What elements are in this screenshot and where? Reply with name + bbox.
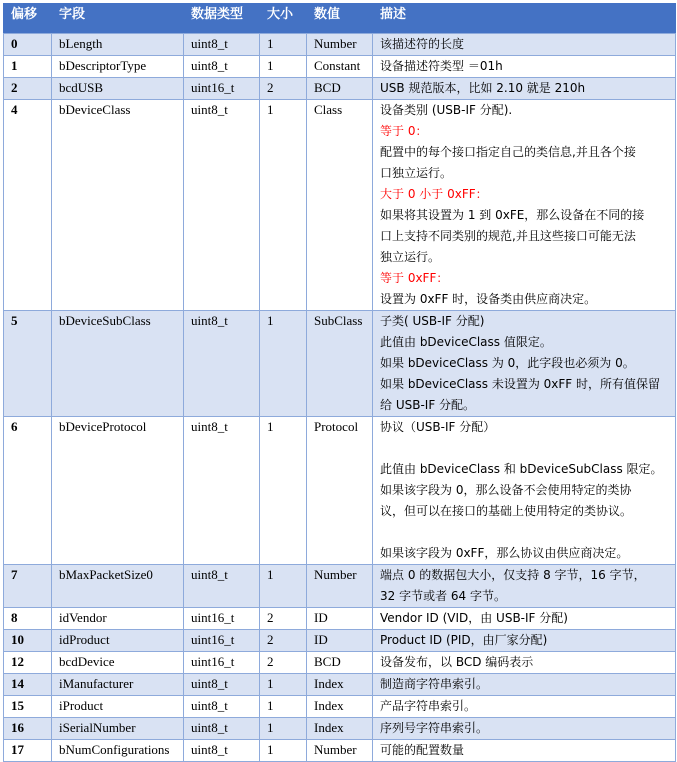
description-line: 该描述符的长度 (380, 37, 465, 51)
description-line: 设备发布，以 BCD 编码表示 (380, 655, 534, 669)
header-size: 大小 (260, 4, 307, 34)
header-row (4, 4, 676, 34)
header-data-type: 数据类型 (184, 4, 260, 34)
size-cell: 1 (260, 718, 307, 740)
size-cell: 1 (260, 565, 307, 608)
usb-device-descriptor-table (3, 3, 676, 762)
data-type-cell: uint8_t (184, 718, 260, 740)
offset-cell: 6 (4, 417, 52, 565)
data-type-cell: uint8_t (184, 674, 260, 696)
data-type-cell: uint8_t (184, 100, 260, 311)
header-offset: 偏移 (4, 4, 52, 34)
description-line (380, 522, 668, 543)
value-cell: Number (307, 34, 373, 56)
size-cell: 1 (260, 56, 307, 78)
table-row (4, 34, 676, 56)
offset-cell: 7 (4, 565, 52, 608)
description-line: 制造商字符串索引。 (380, 677, 489, 691)
description-line: 如果该字段为 0，那么设备不会使用特定的类协 (380, 483, 632, 497)
data-type-cell: uint8_t (184, 311, 260, 417)
offset-cell: 16 (4, 718, 52, 740)
field-cell: iProduct (52, 696, 184, 718)
value-cell: ID (307, 608, 373, 630)
field-cell: idVendor (52, 608, 184, 630)
field-cell: bDescriptorType (52, 56, 184, 78)
table-row (4, 78, 676, 100)
size-cell: 1 (260, 417, 307, 565)
field-cell: bNumConfigurations (52, 740, 184, 762)
description-cell (373, 674, 676, 696)
size-cell: 1 (260, 740, 307, 762)
description-cell (373, 56, 676, 78)
data-type-cell: uint16_t (184, 78, 260, 100)
field-cell: iSerialNumber (52, 718, 184, 740)
description-cell (373, 78, 676, 100)
size-cell: 2 (260, 78, 307, 100)
description-line: Vendor ID (VID，由 USB-IF 分配) (380, 611, 568, 625)
table-row (4, 652, 676, 674)
size-cell: 1 (260, 674, 307, 696)
value-cell: BCD (307, 652, 373, 674)
description-cell (373, 34, 676, 56)
description-cell (373, 696, 676, 718)
table-row (4, 417, 676, 565)
description-line: 产品字符串索引。 (380, 699, 477, 713)
header-field: 字段 (52, 4, 184, 34)
field-cell: bcdDevice (52, 652, 184, 674)
table-row (4, 311, 676, 417)
description-line: 如果 bDeviceClass 为 0，此字段也必须为 0。 (380, 356, 635, 370)
description-line: 如果 bDeviceClass 未设置为 0xFF 时，所有值保留 (380, 377, 661, 391)
description-line: 序列号字符串索引。 (380, 721, 489, 735)
data-type-cell: uint8_t (184, 565, 260, 608)
description-line: 如果该字段为 0xFF，那么协议由供应商决定。 (380, 546, 629, 560)
value-cell: Class (307, 100, 373, 311)
description-cell (373, 652, 676, 674)
table-body (4, 34, 676, 762)
description-line (380, 438, 668, 459)
offset-cell: 0 (4, 34, 52, 56)
description-line: 32 字节或者 64 字节。 (380, 589, 506, 603)
offset-cell: 17 (4, 740, 52, 762)
offset-cell: 1 (4, 56, 52, 78)
description-line: Product ID (PID，由厂家分配) (380, 633, 548, 647)
description-line: 协议（USB-IF 分配） (380, 420, 496, 434)
table-header (4, 4, 676, 34)
description-line: 设备类别 (USB-IF 分配). (380, 103, 513, 117)
description-line: 口独立运行。 (380, 166, 453, 180)
offset-cell: 8 (4, 608, 52, 630)
condition-heading: 大于 0 小于 0xFF： (380, 187, 488, 201)
table-row (4, 56, 676, 78)
description-cell (373, 311, 676, 417)
table-row (4, 674, 676, 696)
description-line: 独立运行。 (380, 250, 441, 264)
size-cell: 1 (260, 696, 307, 718)
description-line: 可能的配置数量 (380, 743, 465, 757)
data-type-cell: uint8_t (184, 696, 260, 718)
data-type-cell: uint8_t (184, 34, 260, 56)
size-cell: 1 (260, 100, 307, 311)
description-cell (373, 608, 676, 630)
value-cell: BCD (307, 78, 373, 100)
value-cell: SubClass (307, 311, 373, 417)
size-cell: 2 (260, 630, 307, 652)
value-cell: Constant (307, 56, 373, 78)
data-type-cell: uint8_t (184, 56, 260, 78)
description-line: 议，但可以在接口的基础上使用特定的类协议。 (380, 504, 633, 518)
description-cell (373, 100, 676, 311)
description-line: 口上支持不同类别的规范,并且这些接口可能无法 (380, 229, 636, 243)
header-description: 描述 (373, 4, 676, 34)
offset-cell: 14 (4, 674, 52, 696)
table-row (4, 630, 676, 652)
description-line: 设备描述符类型 ＝01h (380, 59, 503, 73)
size-cell: 1 (260, 311, 307, 417)
description-line: 端点 0 的数据包大小，仅支持 8 字节，16 字节， (380, 568, 646, 582)
field-cell: bDeviceProtocol (52, 417, 184, 565)
header-value: 数值 (307, 4, 373, 34)
description-cell (373, 630, 676, 652)
value-cell: Index (307, 696, 373, 718)
data-type-cell: uint8_t (184, 417, 260, 565)
size-cell: 2 (260, 608, 307, 630)
field-cell: bDeviceSubClass (52, 311, 184, 417)
size-cell: 1 (260, 34, 307, 56)
table-row (4, 718, 676, 740)
value-cell: Index (307, 674, 373, 696)
field-cell: idProduct (52, 630, 184, 652)
condition-heading: 等于 0xFF： (380, 271, 449, 285)
field-cell: bcdUSB (52, 78, 184, 100)
data-type-cell: uint8_t (184, 740, 260, 762)
data-type-cell: uint16_t (184, 652, 260, 674)
description-line: USB 规范版本，比如 2.10 就是 210h (380, 81, 586, 95)
offset-cell: 12 (4, 652, 52, 674)
table-row (4, 608, 676, 630)
field-cell: bDeviceClass (52, 100, 184, 311)
offset-cell: 2 (4, 78, 52, 100)
condition-heading: 等于 0： (380, 124, 428, 138)
value-cell: Number (307, 565, 373, 608)
description-cell (373, 565, 676, 608)
description-line: 如果将其设置为 1 到 0xFE，那么设备在不同的接 (380, 208, 645, 222)
value-cell: ID (307, 630, 373, 652)
description-line: 设置为 0xFF 时，设备类由供应商决定。 (380, 292, 597, 306)
data-type-cell: uint16_t (184, 608, 260, 630)
description-line: 此值由 bDeviceClass 和 bDeviceSubClass 限定。 (380, 462, 663, 476)
field-cell: bLength (52, 34, 184, 56)
description-line: 配置中的每个接口指定自己的类信息,并且各个接 (380, 145, 636, 159)
field-cell: iManufacturer (52, 674, 184, 696)
offset-cell: 5 (4, 311, 52, 417)
description-line: 给 USB-IF 分配。 (380, 398, 476, 412)
description-line: 子类( USB-IF 分配) (380, 314, 485, 328)
offset-cell: 4 (4, 100, 52, 311)
description-cell (373, 417, 676, 565)
table-row (4, 696, 676, 718)
value-cell: Protocol (307, 417, 373, 565)
field-cell: bMaxPacketSize0 (52, 565, 184, 608)
value-cell: Index (307, 718, 373, 740)
size-cell: 2 (260, 652, 307, 674)
data-type-cell: uint16_t (184, 630, 260, 652)
description-cell (373, 718, 676, 740)
table-row (4, 100, 676, 311)
offset-cell: 10 (4, 630, 52, 652)
description-line: 此值由 bDeviceClass 值限定。 (380, 335, 552, 349)
value-cell: Number (307, 740, 373, 762)
table-row (4, 565, 676, 608)
offset-cell: 15 (4, 696, 52, 718)
